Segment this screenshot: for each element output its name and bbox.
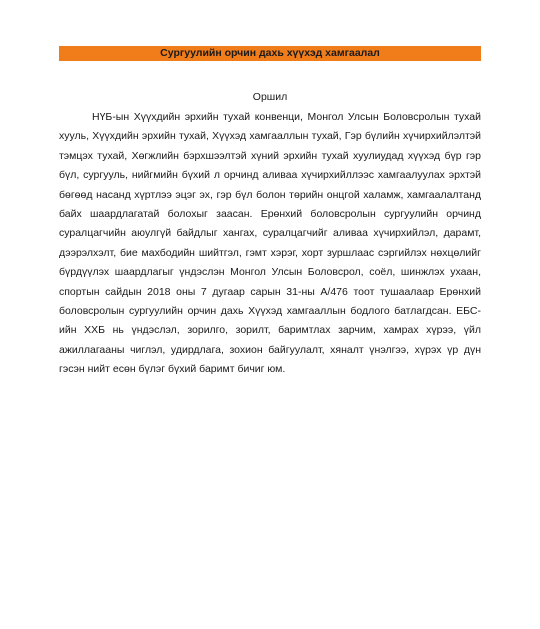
title-banner [59,46,481,61]
document-title: Сургуулийн орчин дахь хүүхэд хамгаалал [160,47,380,59]
body-paragraph: НҮБ-ын Хүүхдийн эрхийн тухай конвенци, Монгол Улсын Боловсролын тухай хууль, Хүүхдийн эрхийн тухай, Хүүхэд хамгааллын тухай, Гэр бүлийн хүчирхийлэлтэй тэмцэх тухай, Хөгжлийн бэрхшээлтэй хүний эрхийн тухай хуулиудад хүүхэд бүр гэр бүл, сургууль, нийгмийн бүхий л орчинд аливаа хүчирхийллээс хамгаалуулах эрхтэй бөгөөд насанд хүртлээ эцэг эх, гэр бүл болон төрийн онцгой халамж, хамгаалалтанд байх шаардлагатай болохыг заасан. Ерөнхий боловсролын сургуулийн орчинд суралцагчийн аюулгүй байдлыг хангах, суралцагчийг аливаа хүчирхийлэл, дарамт, дээрэлхэлт, бие махбодийн шийтгэл, гэмт хэрэг, хорт зуршлаас сэргийлэх нөхцөлийг бүрдүүлэх шаардлагыг үндэслэн Монгол Улсын Боловсрол, соёл, шинжлэх ухаан, спортын сайдын 2018 оны 7 дугаар сарын 31-ны А/476 тоот тушаалаар Ерөнхий боловсролын сургуулийн орчин дахь Хүүхэд хамгааллын бодлого батлагдсан. ЕБС-ийн ХХБ нь үндэслэл, зорилго, зорилт, баримтлах зарчим, хамрах хүрээ, үйл ажиллагааны чиглэл, удирдлага, зохион байгуулалт, хяналт үнэлгээ, хүрэх үр дүн гэсэн нийт есөн бүлэг бүхий баримт бичиг юм. [59,111,481,376]
section-heading: Оршил [252,91,288,103]
